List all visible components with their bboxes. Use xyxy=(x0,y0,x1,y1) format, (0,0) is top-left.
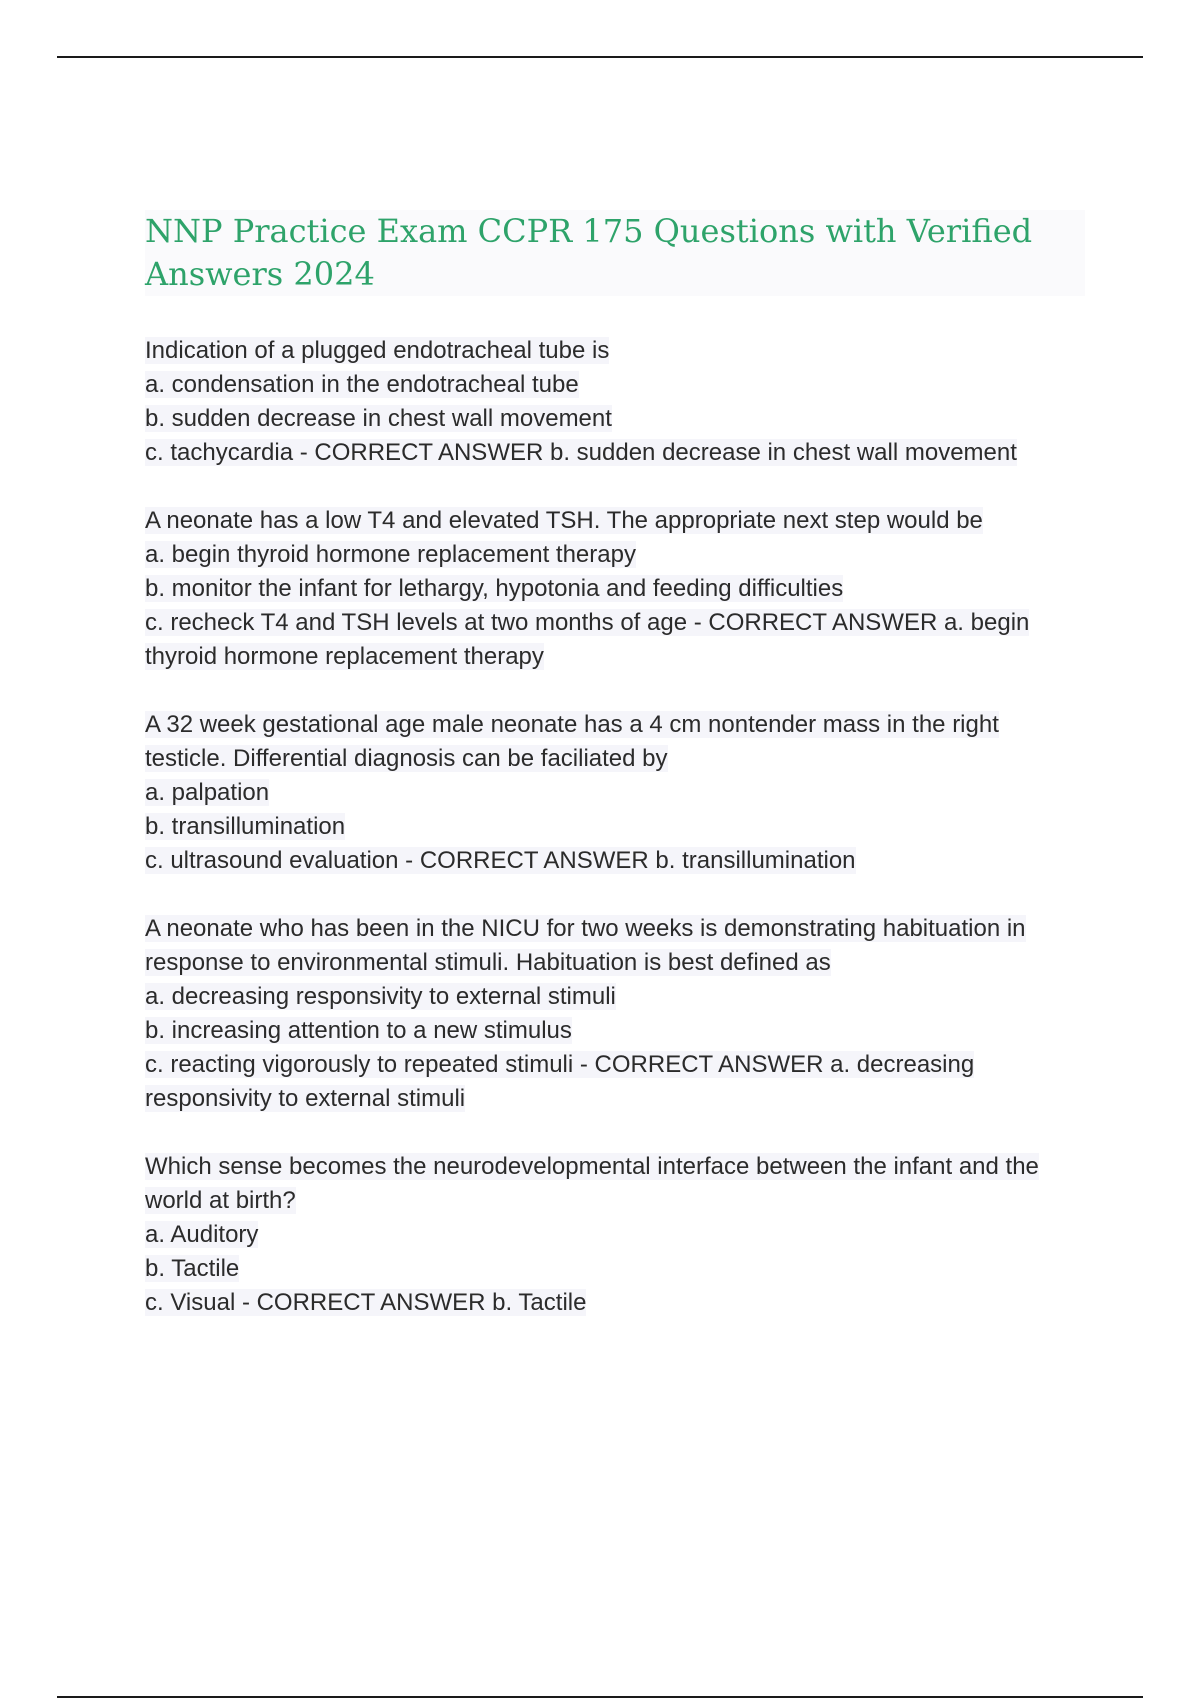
option-b: b. Tactile xyxy=(145,1255,240,1282)
question-stem: Which sense becomes the neurodevelopmental interface between the infant and the world at birth? xyxy=(145,1153,1039,1214)
option-a: a. condensation in the endotracheal tube xyxy=(145,371,579,398)
document-title: NNP Practice Exam CCPR 175 Questions with Verified Answers 2024 xyxy=(145,210,1085,296)
option-a: a. palpation xyxy=(145,779,270,806)
bottom-rule xyxy=(57,1696,1143,1698)
option-b: b. transillumination xyxy=(145,813,346,840)
top-rule xyxy=(57,56,1143,58)
option-a: a. begin thyroid hormone replacement therapy xyxy=(145,541,636,568)
option-a: a. decreasing responsivity to external stimuli xyxy=(145,983,616,1010)
question-stem: A 32 week gestational age male neonate has a 4 cm nontender mass in the right testicle. Differential diagnosis can be faciliated by xyxy=(145,711,999,772)
option-c-with-answer: c. ultrasound evaluation - CORRECT ANSWER b. transillumination xyxy=(145,847,856,874)
option-c-with-answer: c. recheck T4 and TSH levels at two months of age - CORRECT ANSWER a. begin thyroid hormone replacement therapy xyxy=(145,609,1030,670)
option-b: b. monitor the infant for lethargy, hypotonia and feeding difficulties xyxy=(145,575,844,602)
question-stem: Indication of a plugged endotracheal tube is xyxy=(145,337,610,364)
option-c-with-answer: c. Visual - CORRECT ANSWER b. Tactile xyxy=(145,1289,587,1316)
question-block xyxy=(145,1150,1085,1320)
option-a: a. Auditory xyxy=(145,1221,259,1248)
question-stem: A neonate has a low T4 and elevated TSH. The appropriate next step would be xyxy=(145,507,983,534)
question-block xyxy=(145,912,1085,1116)
question-block xyxy=(145,708,1085,878)
question-block xyxy=(145,504,1085,674)
question-block xyxy=(145,334,1085,470)
document-body xyxy=(145,210,1085,1354)
option-c-with-answer: c. tachycardia - CORRECT ANSWER b. sudden decrease in chest wall movement xyxy=(145,439,1017,466)
option-b: b. increasing attention to a new stimulus xyxy=(145,1017,572,1044)
question-stem: A neonate who has been in the NICU for two weeks is demonstrating habituation in response to environmental stimuli. Habituation is best defined as xyxy=(145,915,1026,976)
option-c-with-answer: c. reacting vigorously to repeated stimuli - CORRECT ANSWER a. decreasing responsivity to external stimuli xyxy=(145,1051,975,1112)
option-b: b. sudden decrease in chest wall movement xyxy=(145,405,612,432)
